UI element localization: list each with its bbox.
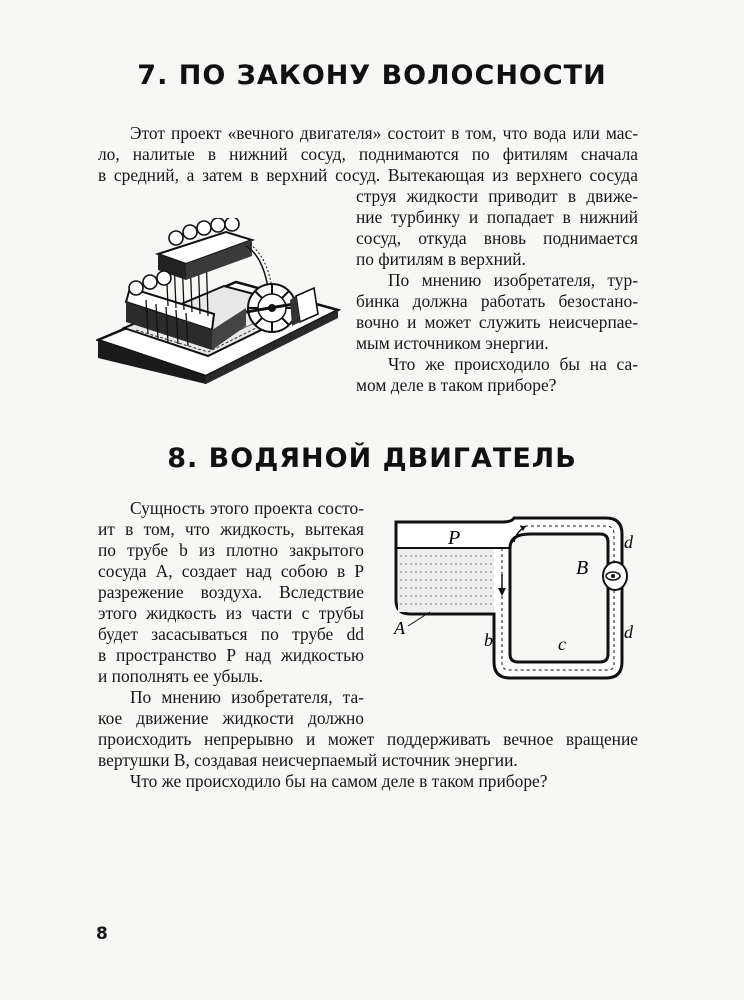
text-line: Что же происходило бы на самом деле в таком приборе? — [130, 771, 548, 791]
diagram-label-d-bottom: d — [624, 622, 633, 642]
text-line: этого жидкость из части c трубы — [98, 603, 364, 623]
text-line: бинка должна работать безостано- — [356, 291, 638, 311]
diagram-label-b-tube: b — [484, 630, 493, 650]
text-line: происходить непрерывно и может поддерживать вечное вращение — [98, 729, 638, 749]
text-line: мым источником энергии. — [356, 333, 549, 353]
section-7-text-column — [356, 186, 638, 396]
capillary-device-illustration — [96, 218, 342, 386]
text-line: струя жидкости приводит в движе- — [356, 186, 638, 206]
text-line: и пополнять ее убыль. — [98, 666, 264, 686]
diagram-label-a: A — [394, 618, 405, 638]
text-line: ит в том, что жидкость, вытекая — [98, 519, 364, 539]
text-line: По мнению изобретателя, тур- — [388, 270, 638, 290]
text-line: вочно и может служить неисчерпае- — [356, 312, 638, 332]
text-line: По мнению изобретателя, та- — [130, 687, 364, 707]
diagram-label-b-turbine: B — [576, 557, 589, 579]
text-line: кое движение жидкости должно — [98, 708, 364, 728]
text-line: Что же происходило бы на са- — [388, 354, 638, 374]
section-8-text-column — [98, 498, 364, 729]
text-line: Сущность этого проекта состо- — [130, 498, 364, 518]
text-line: в пространство P над жидкостью — [98, 645, 364, 665]
text-line: вертушки B, создавая неисчерпаемый источник энергии. — [98, 750, 518, 770]
text-line: разрежение воздуха. Вследствие — [98, 582, 364, 602]
section-7-heading: 7. ПО ЗАКОНУ ВОЛОСНОСТИ — [137, 60, 607, 91]
text-line: сосуда A, создает над собою в P — [98, 561, 364, 581]
text-line: будет засасываться по трубе dd — [98, 624, 364, 644]
text-line: ние турбинку и попадает в нижний — [356, 207, 638, 227]
diagram-label-d-top: d — [624, 532, 633, 552]
text-line: в средний, а затем в верхний сосуд. Вытекающая из верхнего сосуда — [98, 165, 638, 185]
water-engine-diagram — [386, 514, 646, 684]
text-line: мом деле в таком приборе? — [356, 375, 557, 395]
diagram-label-c: c — [558, 634, 566, 654]
text-line: по фитилям в верхний. — [356, 249, 526, 269]
text-line: по трубе b из плотно закрытого — [98, 540, 364, 560]
page-number: 8 — [96, 924, 108, 944]
section-7-text-top — [98, 123, 638, 186]
text-line: сосуд, откуда вновь поднимается — [356, 228, 638, 248]
text-line: ло, налитые в нижний сосуд, поднимаются по фитилям сначала — [98, 144, 638, 164]
section-8-text-tail — [98, 729, 638, 792]
diagram-label-p: P — [448, 527, 461, 549]
text-line: Этот проект «вечного двигателя» состоит в том, что вода или мас- — [130, 123, 638, 143]
section-8-heading: 8. ВОДЯНОЙ ДВИГАТЕЛЬ — [167, 443, 577, 474]
